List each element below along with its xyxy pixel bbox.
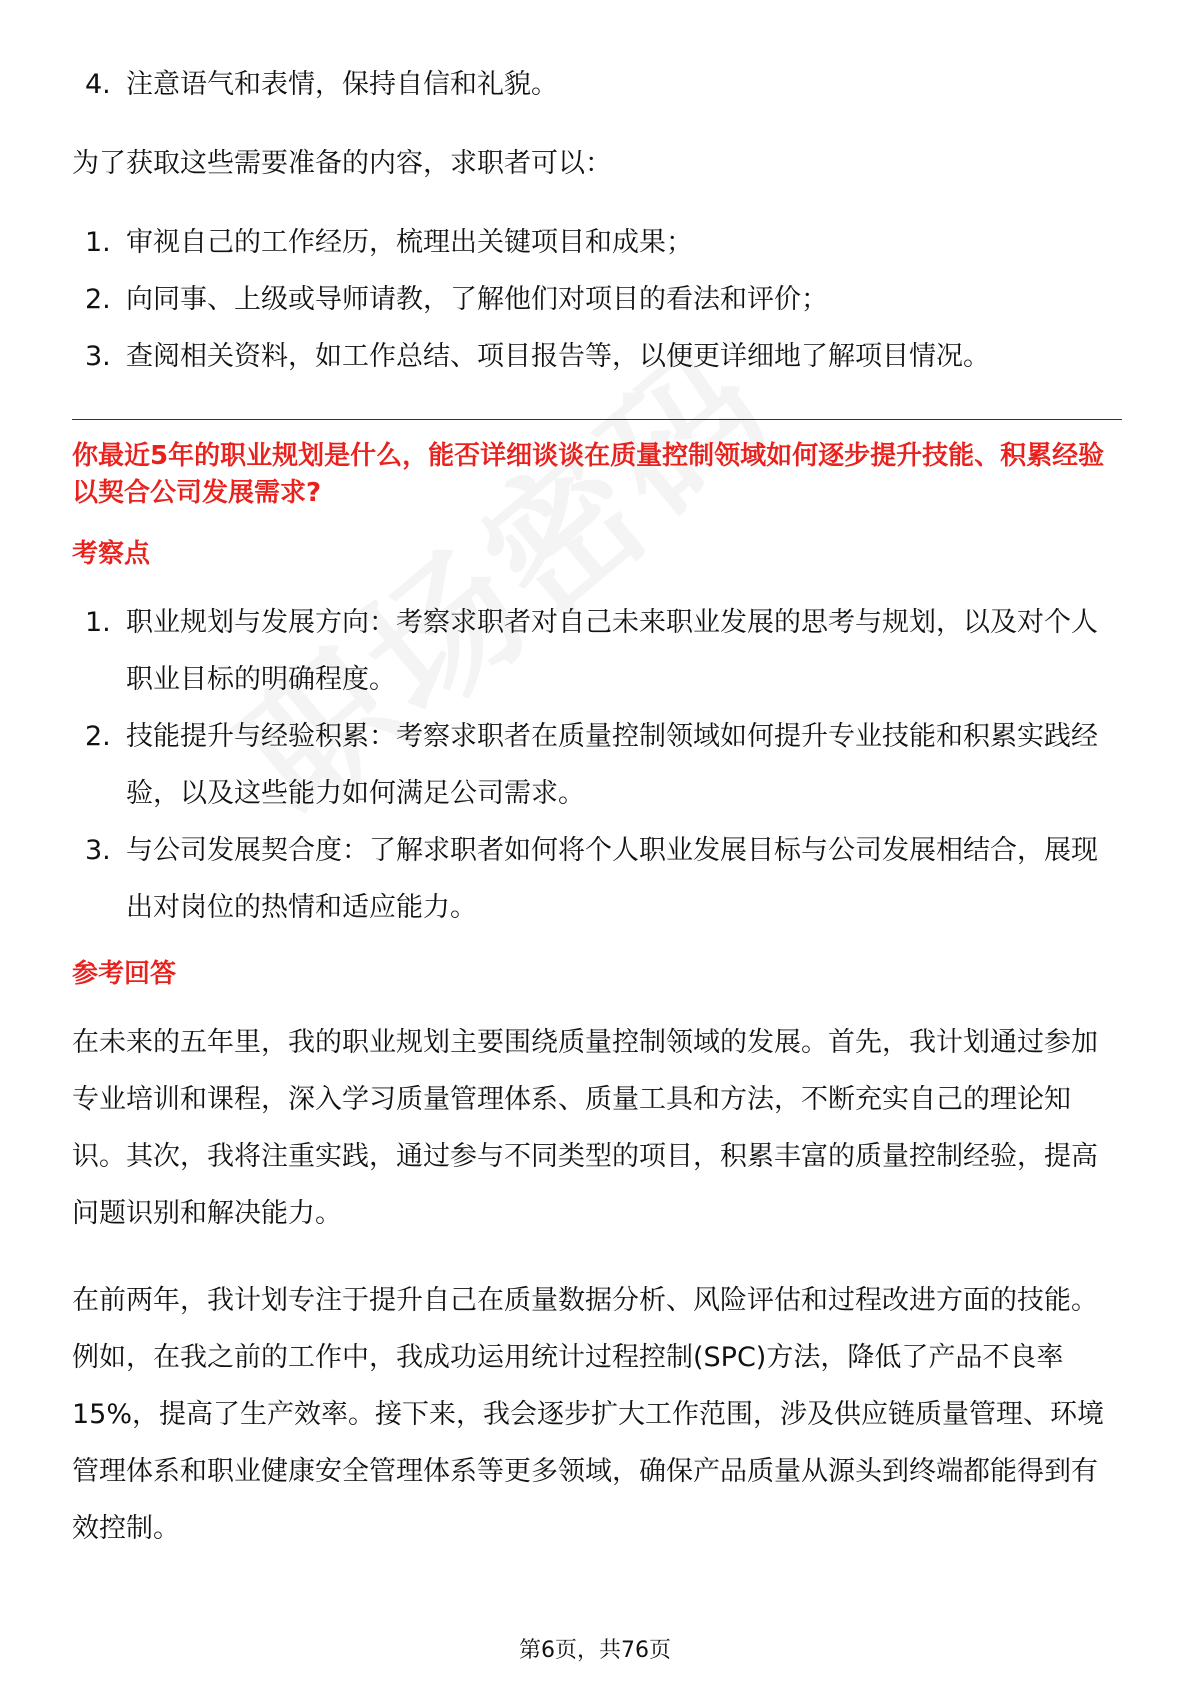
page-footer: 第6页，共76页 bbox=[519, 1638, 671, 1663]
section-divider bbox=[72, 419, 1122, 420]
list-number: 2. bbox=[85, 284, 111, 315]
list-text: 注意语气和表情，保持自信和礼貌。 bbox=[126, 69, 558, 100]
prep-list bbox=[72, 214, 1122, 385]
list-number: 3. bbox=[85, 835, 111, 866]
answer-heading: 参考回答 bbox=[72, 959, 177, 989]
list-text: 职业规划与发展方向：考察求职者对自己未来职业发展的思考与规划，以及对个人职业目标的明确程度。 bbox=[126, 607, 1098, 695]
list-item bbox=[72, 822, 1122, 936]
list-number: 1. bbox=[85, 227, 111, 258]
focus-list bbox=[72, 594, 1122, 936]
list-number: 1. bbox=[85, 607, 111, 638]
list-item bbox=[72, 56, 1122, 113]
list-number: 4. bbox=[85, 69, 111, 100]
list-number: 2. bbox=[85, 721, 111, 752]
list-text: 查阅相关资料，如工作总结、项目报告等，以便更详细地了解项目情况。 bbox=[126, 341, 990, 372]
focus-heading: 考察点 bbox=[72, 539, 151, 569]
list-item bbox=[72, 708, 1122, 822]
answer-paragraph: 在未来的五年里，我的职业规划主要围绕质量控制领域的发展。首先，我计划通过参加专业培训和课程，深入学习质量管理体系、质量工具和方法，不断充实自己的理论知识。其次，我将注重实践，通过参与不同类型的项目，积累丰富的质量控制经验，提高问题识别和解决能力。 bbox=[72, 1027, 1098, 1229]
list-item bbox=[72, 271, 1122, 328]
list-text: 技能提升与经验积累：考察求职者在质量控制领域如何提升专业技能和积累实践经验，以及这些能力如何满足公司需求。 bbox=[126, 721, 1098, 809]
list-item bbox=[72, 594, 1122, 708]
prep-intro: 为了获取这些需要准备的内容，求职者可以： bbox=[72, 148, 612, 179]
list-item bbox=[72, 214, 1122, 271]
list-text: 审视自己的工作经历，梳理出关键项目和成果； bbox=[126, 227, 693, 258]
answer-paragraph: 在前两年，我计划专注于提升自己在质量数据分析、风险评估和过程改进方面的技能。例如，在我之前的工作中，我成功运用统计过程控制(SPC)方法，降低了产品不良率15%，提高了生产效率。接下来，我会逐步扩大工作范围，涉及供应链质量管理、环境管理体系和职业健康安全管理体系等更多领域，确保产品质量从源头到终端都能得到有效控制。 bbox=[72, 1285, 1105, 1544]
page-content bbox=[72, 56, 1122, 1557]
list-number: 3. bbox=[85, 341, 111, 372]
list-text: 向同事、上级或导师请教，了解他们对项目的看法和评价； bbox=[126, 284, 828, 315]
list-item bbox=[72, 328, 1122, 385]
question-title: 你最近5年的职业规划是什么，能否详细谈谈在质量控制领域如何逐步提升技能、积累经验以契合公司发展需求? bbox=[72, 441, 1105, 508]
top-list bbox=[72, 56, 1122, 113]
list-text: 与公司发展契合度：了解求职者如何将个人职业发展目标与公司发展相结合，展现出对岗位的热情和适应能力。 bbox=[126, 835, 1098, 923]
